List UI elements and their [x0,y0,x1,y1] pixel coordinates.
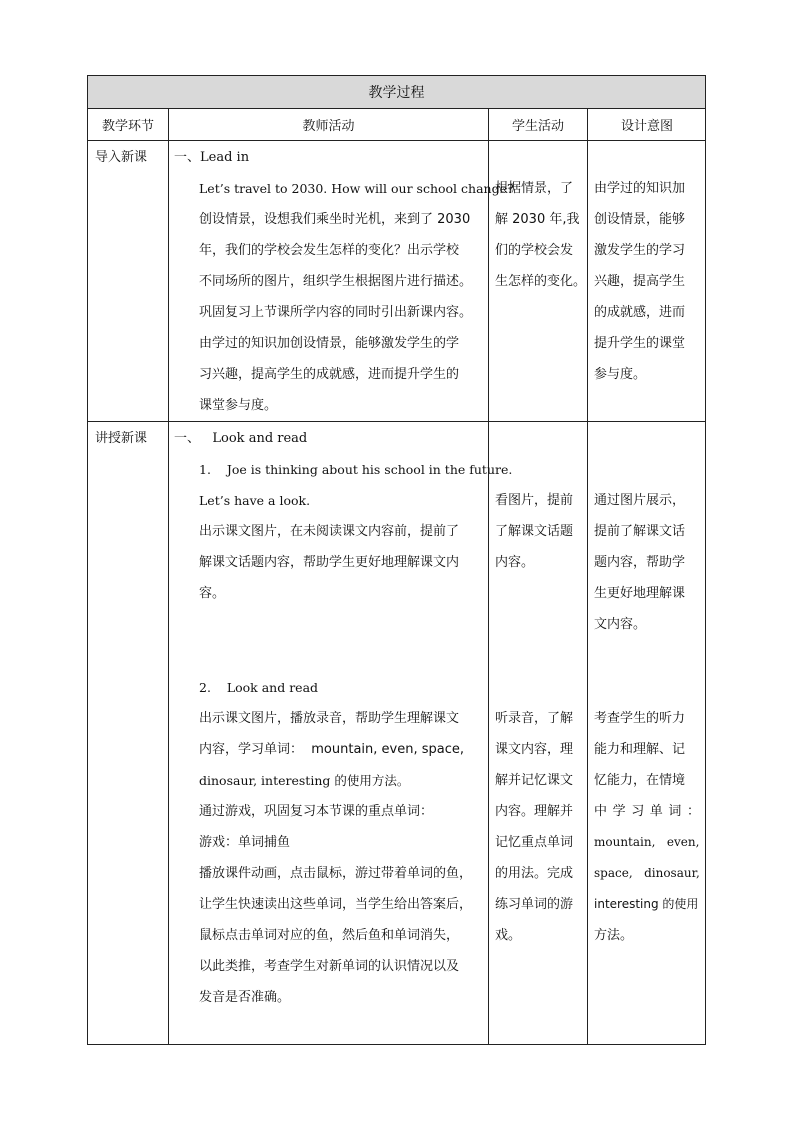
student-line: 们的学校会发 [495,243,574,258]
student-activity-new-lesson-a [495,485,573,578]
header-stage: 教学环节 [101,119,154,134]
student-line: 戏。 [495,928,522,943]
student-line: 了解课文话题 [495,524,574,539]
student-line: 听录音，了解 [495,711,574,726]
teacher-line: 让学生快速读出这些单词，当学生给出答案后， [199,897,473,912]
teacher-activity-new-lesson-a-body [199,454,512,609]
student-line: 看图片，提前 [495,493,574,508]
design-purpose-new-lesson-a [594,485,685,640]
col-divider-1 [168,108,169,1044]
purpose-line: 能力和理解、记 [594,742,686,757]
purpose-line: 创设情景，能够 [594,212,686,227]
student-line: 根据情景，了 [495,181,574,196]
teacher-line: 游戏：单词捕鱼 [199,835,291,850]
student-line: 练习单词的游 [495,897,574,912]
design-purpose-new-lesson-b [594,703,700,951]
teacher-line: 解课文话题内容，帮助学生更好地理解课文内 [199,555,460,570]
purpose-line: interesting 的使用 [594,897,699,911]
stage-new-lesson: 讲授新课 [95,431,148,446]
purpose-line: 方法。 [594,928,634,943]
student-line: 记忆重点单词 [495,835,574,850]
purpose-line: 提前了解课文话 [594,524,686,539]
purpose-line: mountain, even, [594,835,700,849]
teacher-activity-new-lesson-b [199,672,472,1013]
student-line: 内容。理解并 [495,804,574,819]
teacher-line: 通过游戏，巩固复习本节课的重点单词： [199,804,434,819]
teacher-line: 不同场所的图片，组织学生根据图片进行描述。 [199,274,473,289]
student-activity-new-lesson-b [495,703,573,951]
teacher-line: 2. Look and read [199,680,319,695]
teacher-line: 以此类推，考查学生对新单词的认识情况以及 [199,959,460,974]
teacher-line: 1. Joe is thinking about his school in the future. [199,462,513,477]
student-line: 课文内容，理 [495,742,574,757]
purpose-line: 文内容。 [594,617,647,632]
purpose-line: 激发学生的学习 [594,243,686,258]
teacher-line: 由学过的知识加创设情景，能够激发学生的学 [199,336,460,351]
design-purpose-lead-in [594,173,685,390]
stage-lead-in: 导入新课 [95,150,148,165]
teacher-line: 课堂参与度。 [199,398,278,413]
teacher-line: 容。 [199,586,226,601]
teacher-line: Let’s have a look. [199,493,311,508]
purpose-line: 的成就感，进而 [594,305,686,320]
purpose-line: 提升学生的课堂 [594,336,686,351]
purpose-line: 考查学生的听力 [594,711,686,726]
student-activity-lead-in [495,173,586,297]
teacher-line: 出示课文图片，在未阅读课文内容前，提前了 [199,524,460,539]
purpose-line: 忆能力，在情境 [594,773,686,788]
teacher-line: Let’s travel to 2030. How will our school change? [199,181,514,196]
purpose-line: 兴趣，提高学生 [594,274,686,289]
teacher-line: 发音是否准确。 [199,990,291,1005]
teacher-activity-lead-in-body [199,173,514,421]
section-divider [88,421,705,422]
table-title: 教学过程 [88,76,705,108]
student-line: 解并记忆课文 [495,773,574,788]
teacher-line: 一、Lead in [174,150,250,165]
purpose-line: space, dinosaur, [594,866,700,880]
teacher-line: 习兴趣，提高学生的成就感，进而提升学生的 [199,367,460,382]
teacher-line: 内容，学习单词： mountain, even, space, [199,742,465,757]
teacher-activity-lead-in [174,142,249,173]
teacher-line: 鼠标点击单词对应的鱼，然后鱼和单词消失， [199,928,460,943]
teacher-line: 一、 Look and read [174,431,308,446]
purpose-line: 通过图片展示， [594,493,686,508]
purpose-line: 题内容，帮助学 [594,555,686,570]
teacher-line: 播放课件动画，点击鼠标，游过带着单词的鱼， [199,866,473,881]
teacher-line: 巩固复习上节课所学内容的同时引出新课内容。 [199,305,473,320]
header-purpose: 设计意图 [620,119,673,134]
teacher-line: 出示课文图片，播放录音，帮助学生理解课文 [199,711,460,726]
purpose-line: 参与度。 [594,367,647,382]
student-line: 生怎样的变化。 [495,274,587,289]
header-teacher: 教师活动 [302,119,355,134]
teacher-activity-new-lesson-a [174,423,307,454]
header-student: 学生活动 [511,119,564,134]
student-line: 内容。 [495,555,535,570]
teacher-line: 年，我们的学校会发生怎样的变化？出示学校 [199,243,460,258]
teacher-line: 创设情景，设想我们乘坐时光机，来到了 2030 [199,212,471,227]
header-divider [88,140,705,141]
col-divider-3 [587,108,588,1044]
teacher-line: dinosaur, interesting 的使用方法。 [199,773,410,788]
student-line: 的用法。完成 [495,866,574,881]
purpose-line: 由学过的知识加 [594,181,686,196]
teaching-process-table [87,75,706,1045]
purpose-line: 中学习单词： [594,804,700,819]
student-line: 解 2030 年,我 [495,212,580,227]
purpose-line: 生更好地理解课 [594,586,686,601]
